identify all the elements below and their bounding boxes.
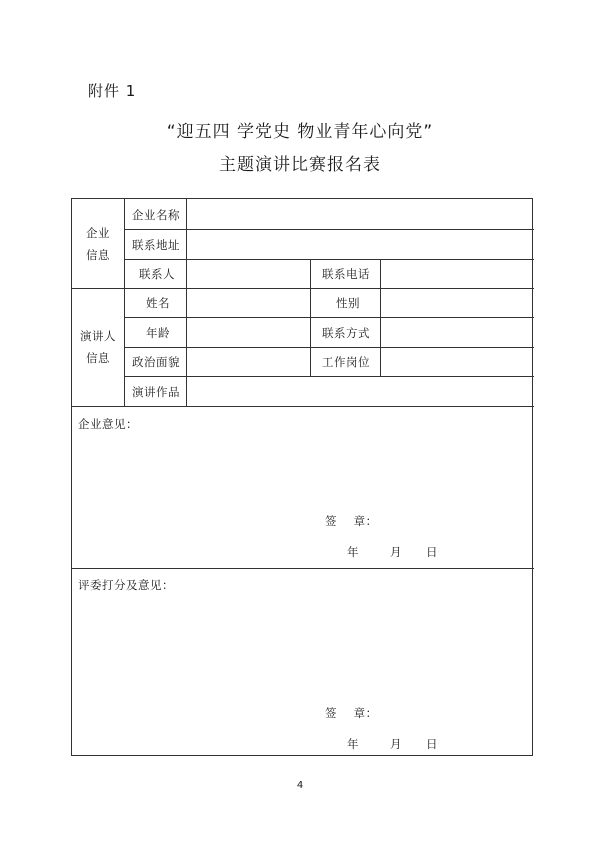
col-divider [186, 199, 187, 406]
company-contact-field[interactable] [188, 261, 308, 287]
speaker-name-label: 姓名 [146, 296, 170, 310]
speaker-gender-label: 性别 [336, 296, 360, 310]
speaker-political-label: 政治面貌 [132, 355, 180, 369]
judge-date-year: 年 [347, 737, 359, 751]
speaker-name-field[interactable] [188, 290, 308, 316]
section-divider [72, 406, 534, 407]
speaker-job-label: 工作岗位 [322, 355, 370, 369]
section-divider [72, 568, 534, 569]
company-date-year: 年 [347, 545, 359, 559]
speaker-job-field[interactable] [382, 349, 532, 375]
judge-opinion-field[interactable] [76, 597, 530, 697]
judge-seal-label: 签 章： [325, 706, 378, 720]
judge-opinion-label: 评委打分及意见： [78, 578, 174, 592]
speaker-work-field[interactable] [188, 378, 532, 404]
company-seal-label: 签 章： [325, 514, 378, 528]
speaker-political-field[interactable] [188, 349, 308, 375]
company-phone-field[interactable] [382, 261, 532, 287]
company-address-label: 联系地址 [132, 238, 180, 252]
company-opinion-label: 企业意见： [78, 417, 138, 431]
attachment-label: 附件 1 [88, 82, 137, 100]
judge-date-month: 月 [390, 737, 402, 751]
speaker-contact-method-label: 联系方式 [322, 326, 370, 340]
company-opinion-field[interactable] [76, 435, 530, 515]
col-divider [310, 288, 311, 376]
company-info-label: 企业 信息 [86, 226, 110, 262]
speaker-age-label: 年龄 [146, 326, 170, 340]
company-date-day: 日 [426, 545, 438, 559]
page-number: 4 [296, 780, 304, 791]
registration-form-table [71, 198, 533, 756]
company-contact-label: 联系人 [139, 267, 175, 281]
speaker-age-field[interactable] [188, 319, 308, 345]
judge-date-day: 日 [426, 737, 438, 751]
section-divider [72, 288, 534, 289]
form-title-line2: 主题演讲比赛报名表 [219, 155, 381, 175]
form-title-line1: “迎五四 学党史 物业青年心向党” [166, 122, 434, 142]
company-name-field[interactable] [188, 201, 532, 227]
company-date-month: 月 [390, 545, 402, 559]
company-name-label: 企业名称 [132, 208, 180, 222]
company-address-field[interactable] [188, 231, 532, 257]
col-divider [124, 199, 125, 406]
col-divider [310, 259, 311, 288]
speaker-work-label: 演讲作品 [132, 385, 180, 399]
speaker-gender-field[interactable] [382, 290, 532, 316]
col-divider [380, 259, 381, 288]
col-divider [380, 288, 381, 376]
company-phone-label: 联系电话 [322, 267, 370, 281]
speaker-info-label: 演讲人 信息 [80, 329, 116, 365]
speaker-contact-method-field[interactable] [382, 319, 532, 345]
